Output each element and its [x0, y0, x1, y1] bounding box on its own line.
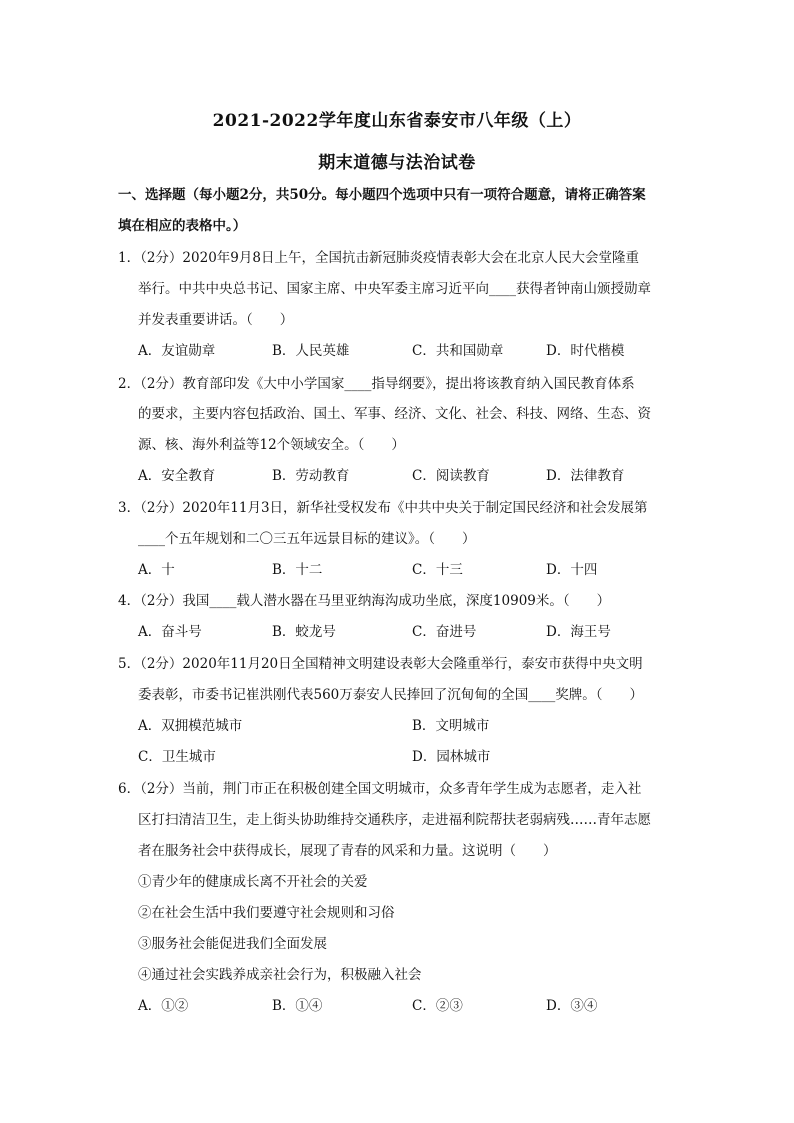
question-2-line-2: 的要求，主要内容包括政治、国土、军事、经济、文化、社会、科技、网络、生态、资: [138, 406, 651, 422]
question-4-option-d: D．海王号: [546, 624, 611, 640]
question-6-statement-1: ①青少年的健康成长离不开社会的关爱: [138, 874, 368, 890]
question-5-option-d: D．园林城市: [412, 749, 491, 765]
question-5-line-1: 5．（2分）2020年11月20日全国精神文明建设表彰大会隆重举行，泰安市获得中央文明: [118, 656, 643, 672]
question-1-option-b: B．人民英雄: [272, 343, 350, 359]
question-2-option-a: A．安全教育: [138, 468, 216, 484]
question-1-option-c: C．共和国勋章: [412, 343, 504, 359]
question-4-option-a: A．奋斗号: [138, 624, 202, 640]
question-5-line-2: 委表彰，市委书记崔洪刚代表560万泰安人民捧回了沉甸甸的全国____奖牌。（ ）: [138, 687, 644, 703]
question-3-option-d: D．十四: [546, 562, 598, 578]
question-1-line-2: 举行。中共中央总书记、国家主席、中央军委主席习近平向____获得者钟南山颁授勋章: [138, 281, 651, 297]
question-6-option-d: D．③④: [546, 998, 598, 1014]
question-3-option-c: C．十三: [412, 562, 463, 578]
question-6-line-2: 区打扫清洁卫生，走上街头协助维持交通秩序，走进福利院帮扶老弱病残……青年志愿: [138, 812, 651, 828]
question-6-line-1: 6．（2分）当前，荆门市正在积极创建全国文明城市，众多青年学生成为志愿者，走入社: [118, 781, 642, 797]
question-3-option-b: B．十二: [272, 562, 323, 578]
question-6-option-c: C．②③: [412, 998, 463, 1014]
question-5-option-c: C．卫生城市: [138, 749, 216, 765]
exam-title: 2021-2022学年度山东省泰安市八年级（上）: [212, 111, 582, 131]
section-heading-cont: 填在相应的表格中。）: [118, 218, 247, 234]
question-3-line-1: 3．（2分）2020年11月3日，新华社受权发布《中共中央关于制定国民经济和社会发展第: [118, 500, 648, 516]
question-4-line-1: 4．（2分）我国____载人潜水器在马里亚纳海沟成功坐底，深度10909米。（ ）: [118, 593, 611, 609]
question-2-line-3: 源、核、海外利益等12个领域安全。（ ）: [138, 437, 405, 453]
question-5-option-a: A．双拥模范城市: [138, 718, 243, 734]
question-6-option-b: B．①④: [272, 998, 323, 1014]
section-heading: 一、选择题（每小题2分，共50分。每小题四个选项中只有一项符合题意，请将正确答案: [118, 187, 646, 203]
question-5-option-b: B．文明城市: [412, 718, 490, 734]
question-1-line-1: 1．（2分）2020年9月8日上午，全国抗击新冠肺炎疫情表彰大会在北京人民大会堂隆重: [118, 250, 639, 266]
question-1-option-d: D．时代楷模: [546, 343, 625, 359]
question-6-statement-3: ③服务社会能促进我们全面发展: [138, 936, 327, 952]
question-2-option-d: D．法律教育: [546, 468, 625, 484]
exam-subtitle: 期末道德与法治试卷: [318, 153, 476, 173]
question-2-option-b: B．劳动教育: [272, 468, 350, 484]
question-4-option-c: C．奋进号: [412, 624, 477, 640]
question-1-option-a: A．友谊勋章: [138, 343, 216, 359]
question-6-option-a: A．①②: [138, 998, 189, 1014]
question-6-line-3: 者在服务社会中获得成长，展现了青春的风采和力量。这说明（ ）: [138, 843, 557, 859]
question-2-line-1: 2．（2分）教育部印发《大中小学国家____指导纲要》，提出将该教育纳入国民教育体系: [118, 376, 635, 392]
question-4-option-b: B．蛟龙号: [272, 624, 336, 640]
question-3-line-2: ____个五年规划和二〇三五年远景目标的建议》。（ ）: [138, 531, 476, 547]
question-6-statement-4: ④通过社会实践养成亲社会行为，积极融入社会: [138, 967, 422, 983]
question-3-option-a: A．十: [138, 562, 175, 578]
question-2-option-c: C．阅读教育: [412, 468, 490, 484]
question-6-statement-2: ②在社会生活中我们要遵守社会规则和习俗: [138, 905, 395, 921]
question-1-line-3: 并发表重要讲话。（ ）: [138, 312, 294, 328]
